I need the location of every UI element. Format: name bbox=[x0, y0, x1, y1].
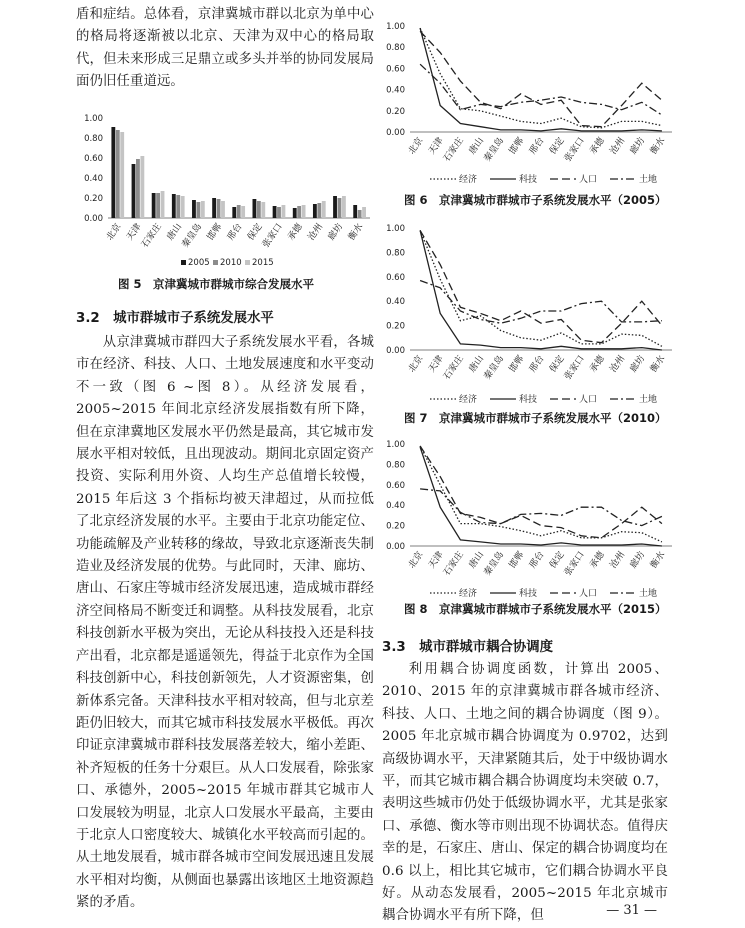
bar-2015 bbox=[161, 191, 165, 218]
legend-label-科技: 科技 bbox=[519, 589, 538, 599]
x-tick-label: 邢台 bbox=[225, 221, 245, 243]
figure-7-line-chart bbox=[382, 220, 672, 408]
bar-2010 bbox=[136, 159, 140, 218]
y-tick-label: 0.80 bbox=[84, 134, 103, 144]
bar-2005 bbox=[132, 164, 136, 218]
bar-2015 bbox=[120, 132, 124, 218]
figure-8-line-chart bbox=[382, 436, 672, 602]
bar-2010 bbox=[257, 201, 261, 218]
y-tick-label: 0.60 bbox=[386, 480, 405, 491]
x-tick-label: 唐山 bbox=[165, 221, 184, 243]
legend-label-人口: 人口 bbox=[579, 395, 598, 405]
y-tick-label: 0.20 bbox=[84, 194, 103, 204]
x-tick-label: 沧州 bbox=[306, 221, 326, 243]
legend-label-人口: 人口 bbox=[579, 175, 598, 185]
bar-2010 bbox=[297, 206, 301, 218]
x-tick-label: 承德 bbox=[286, 221, 305, 243]
bar-2010 bbox=[277, 207, 281, 218]
x-tick-label: 天津 bbox=[427, 549, 446, 571]
x-tick-label: 沧州 bbox=[608, 549, 628, 571]
figure-5-bar-chart bbox=[76, 110, 376, 280]
x-tick-label: 天津 bbox=[427, 353, 446, 375]
y-tick-label: 1.00 bbox=[386, 224, 405, 234]
x-tick-label: 北京 bbox=[407, 135, 426, 157]
x-tick-label: 衡水 bbox=[648, 353, 668, 375]
x-tick-label: 衡水 bbox=[346, 221, 366, 243]
x-tick-label: 廊坊 bbox=[326, 221, 346, 243]
y-tick-label: 0.20 bbox=[386, 521, 405, 532]
bar-2015 bbox=[140, 156, 144, 218]
legend-label-人口: 人口 bbox=[579, 589, 598, 599]
bar-2010 bbox=[196, 202, 200, 218]
legend-label-经济: 经济 bbox=[459, 589, 478, 599]
bar-2005 bbox=[172, 194, 176, 218]
x-tick-label: 秦皇岛 bbox=[482, 353, 507, 382]
y-tick-label: 0.20 bbox=[386, 321, 405, 332]
bar-2005 bbox=[111, 127, 115, 218]
series-line-科技 bbox=[420, 447, 662, 546]
x-tick-label: 承德 bbox=[588, 353, 607, 375]
x-tick-label: 邢台 bbox=[527, 549, 547, 571]
legend-label-土地: 土地 bbox=[639, 589, 658, 599]
x-tick-label: 邯郸 bbox=[507, 135, 527, 157]
legend-label-经济: 经济 bbox=[459, 175, 478, 185]
series-line-科技 bbox=[420, 28, 662, 131]
y-tick-label: 0.00 bbox=[386, 128, 405, 138]
x-tick-label: 秦皇岛 bbox=[482, 135, 507, 164]
section-3-2-title: 3.2 城市群城市子系统发展水平 bbox=[76, 311, 274, 326]
series-line-人口 bbox=[420, 446, 662, 538]
bar-2005 bbox=[273, 206, 277, 218]
bar-2015 bbox=[261, 202, 265, 218]
legend-label-经济: 经济 bbox=[459, 395, 478, 405]
figure-6-line-chart bbox=[382, 18, 672, 188]
x-tick-label: 北京 bbox=[407, 549, 426, 571]
bar-2010 bbox=[116, 130, 120, 218]
y-tick-label: 0.80 bbox=[386, 43, 405, 54]
y-tick-label: 1.00 bbox=[386, 440, 405, 450]
legend-label-2005: 2005 bbox=[188, 258, 210, 268]
bar-2010 bbox=[237, 205, 241, 218]
x-tick-label: 邯郸 bbox=[507, 549, 527, 571]
bar-2010 bbox=[217, 199, 221, 218]
x-tick-label: 北京 bbox=[105, 221, 124, 243]
x-tick-label: 天津 bbox=[427, 135, 446, 157]
bar-2005 bbox=[152, 193, 156, 218]
y-tick-label: 0.00 bbox=[386, 542, 405, 552]
x-tick-label: 廊坊 bbox=[628, 549, 648, 571]
paragraph-intro-end: 盾和症结。总体看，京津冀城市群以北京为单中心的格局将逐渐被以北京、天津为双中心的格局取代，但未来形成三足鼎立或多头并举的协同发展局面仍旧任重道远。 bbox=[76, 7, 374, 90]
x-tick-label: 张家口 bbox=[261, 221, 285, 250]
series-line-土地 bbox=[420, 281, 662, 324]
bar-2015 bbox=[322, 201, 326, 218]
legend-label-土地: 土地 bbox=[639, 395, 658, 405]
bar-2015 bbox=[181, 196, 185, 218]
x-tick-label: 石家庄 bbox=[442, 135, 466, 164]
bar-2005 bbox=[333, 196, 337, 218]
bar-2010 bbox=[338, 198, 342, 218]
figure-8-caption: 图 8 京津冀城市群城市子系统发展水平（2015） bbox=[404, 602, 667, 616]
series-line-经济 bbox=[420, 446, 662, 542]
series-line-经济 bbox=[420, 230, 662, 346]
bar-2015 bbox=[241, 206, 245, 218]
y-tick-label: 1.00 bbox=[386, 22, 405, 32]
legend-swatch-2015 bbox=[245, 260, 250, 265]
bar-2005 bbox=[293, 208, 297, 218]
page-number: — 31 — bbox=[606, 903, 657, 918]
legend-label-土地: 土地 bbox=[639, 175, 658, 185]
x-tick-label: 邢台 bbox=[527, 353, 547, 375]
legend-swatch-2005 bbox=[181, 260, 186, 265]
x-tick-label: 沧州 bbox=[608, 135, 628, 157]
figure-5-caption: 图 5 京津冀城市群城市综合发展水平 bbox=[118, 277, 315, 291]
figure-6-caption: 图 6 京津冀城市群城市子系统发展水平（2005） bbox=[404, 193, 667, 207]
y-tick-label: 0.20 bbox=[386, 106, 405, 117]
y-tick-label: 0.00 bbox=[386, 346, 405, 356]
x-tick-label: 保定 bbox=[548, 135, 567, 157]
x-tick-label: 张家口 bbox=[563, 353, 587, 382]
bar-2010 bbox=[156, 193, 160, 218]
x-tick-label: 邯郸 bbox=[507, 353, 527, 375]
series-line-科技 bbox=[420, 230, 662, 350]
x-tick-label: 张家口 bbox=[563, 549, 587, 578]
x-tick-label: 保定 bbox=[548, 549, 567, 571]
figure-7-caption: 图 7 京津冀城市群城市子系统发展水平（2010） bbox=[404, 411, 667, 425]
bar-2015 bbox=[362, 207, 366, 218]
x-tick-label: 石家庄 bbox=[140, 221, 164, 250]
bar-2005 bbox=[313, 204, 317, 218]
x-tick-label: 唐山 bbox=[467, 549, 486, 571]
x-tick-label: 承德 bbox=[588, 135, 607, 157]
bar-2005 bbox=[353, 205, 357, 218]
x-tick-label: 张家口 bbox=[563, 135, 587, 164]
x-tick-label: 邢台 bbox=[527, 135, 547, 157]
paragraph-section-3-3: 利用耦合协调度函数，计算出 2005、2010、2015 年的京津冀城市群各城市经济、科技、人口、土地之间的耦合协调度（图 9）。2005 年北京城市耦合协调度为 0.9702，达到高级协调水平，天津紧随其后，处于中级协调水平，而其它城市耦合耦合协调度均未突破 0.7，表明这些城市仍处于低级协调水平，尤其是张家口、承德、衡水等市则出现不协调状态。值得庆幸的是，石家庄、唐山、保定的耦合协调度均在 0.6 以上，相比其它城市，它们耦合协调水平良好。从动态发展看，2005~2015 年北京城市耦合协调水平有所下降，但 bbox=[382, 662, 668, 924]
y-tick-label: 0.40 bbox=[386, 297, 405, 308]
y-tick-label: 0.60 bbox=[84, 154, 103, 164]
bar-2015 bbox=[302, 205, 306, 218]
bar-2005 bbox=[253, 199, 257, 218]
series-line-土地 bbox=[420, 64, 662, 115]
bar-2010 bbox=[317, 203, 321, 218]
x-tick-label: 衡水 bbox=[648, 549, 668, 571]
x-tick-label: 秦皇岛 bbox=[180, 221, 205, 250]
bar-2015 bbox=[282, 205, 286, 218]
legend-label-科技: 科技 bbox=[519, 175, 538, 185]
bar-2005 bbox=[192, 200, 196, 218]
bar-2015 bbox=[342, 196, 346, 218]
x-tick-label: 保定 bbox=[548, 353, 567, 375]
series-line-人口 bbox=[420, 31, 662, 126]
x-tick-label: 石家庄 bbox=[442, 549, 466, 578]
x-tick-label: 廊坊 bbox=[628, 135, 648, 157]
bar-2010 bbox=[176, 195, 180, 218]
bar-2005 bbox=[232, 207, 236, 218]
x-tick-label: 承德 bbox=[588, 549, 607, 571]
bar-2010 bbox=[358, 210, 362, 218]
y-tick-label: 0.80 bbox=[386, 248, 405, 259]
series-line-经济 bbox=[420, 28, 662, 128]
legend-label-2015: 2015 bbox=[252, 258, 274, 268]
x-tick-label: 廊坊 bbox=[628, 353, 648, 375]
legend-label-科技: 科技 bbox=[519, 395, 538, 405]
y-tick-label: 0.80 bbox=[386, 460, 405, 471]
x-tick-label: 沧州 bbox=[608, 353, 628, 375]
y-tick-label: 0.40 bbox=[386, 85, 405, 96]
series-line-人口 bbox=[420, 230, 662, 342]
x-tick-label: 唐山 bbox=[467, 135, 486, 157]
y-tick-label: 1.00 bbox=[84, 114, 103, 124]
x-tick-label: 秦皇岛 bbox=[482, 549, 507, 578]
y-tick-label: 0.00 bbox=[84, 214, 103, 224]
y-tick-label: 0.60 bbox=[386, 64, 405, 75]
x-tick-label: 北京 bbox=[407, 353, 426, 375]
x-tick-label: 天津 bbox=[125, 221, 144, 243]
legend-swatch-2010 bbox=[213, 260, 218, 265]
x-tick-label: 衡水 bbox=[648, 135, 668, 157]
y-tick-label: 0.40 bbox=[84, 174, 103, 184]
bar-2015 bbox=[201, 201, 205, 218]
section-3-3-title: 3.3 城市群城市耦合协调度 bbox=[382, 640, 554, 655]
y-tick-label: 0.60 bbox=[386, 272, 405, 283]
bar-2005 bbox=[212, 198, 216, 218]
x-tick-label: 邯郸 bbox=[205, 221, 225, 243]
x-tick-label: 保定 bbox=[246, 221, 265, 243]
x-tick-label: 石家庄 bbox=[442, 353, 466, 382]
paragraph-section-3-2: 从京津冀城市群四大子系统发展水平看，各城市在经济、科技、人口、土地发展速度和水平变动不一致（图 6 ~图 8）。从经济发展看，2005~2015 年间北京经济发展指数有所下降，但在京津冀地区发展水平仍然是最高，其它城市发展水平相对较低，且出现波动。期间北京固定资产投资、实际利用外资、人均生产总值增长较慢，2015 年后这 3 个指标均被天津超过，从而拉低了北京经济发展的水平。主要由于北京功能定位、功能疏解及产业转移的缘故，导致北京逐渐丧失制造业及经济发展的优势。与此同时，天津、廊坊、唐山、石家庄等城市经济发展迅速，造成城市群经济空间格局不断变迁和调整。从科技发展看，北京科技创新水平极为突出，无论从科技投入还是科技产出看，北京都是遥遥领先，得益于北京作为全国科技创新中心，科技创新领先，人才资源密集，创新体系完备。天津科技水平相对较高，但与北京差距仍旧较大，而其它城市科技发展水平极低。再次印证京津冀城市群科技发展落差较大，缩小差距、补齐短板的任务十分艰巨。从人口发展看，除张家口、承德外，2005~2015 年城市群其它城市人口发展较为明显，北京人口发展水平最高，主要由于北京人口密度较大、城镇化水平较高而引起的。从土地发展看，城市群各城市空间发展迅速且发展水平相对均衡，从侧面也暴露出该地区土地资源趋紧的矛盾。 bbox=[76, 335, 374, 911]
x-tick-label: 唐山 bbox=[467, 353, 486, 375]
y-tick-label: 0.40 bbox=[386, 501, 405, 512]
legend-label-2010: 2010 bbox=[220, 258, 242, 268]
bar-2015 bbox=[221, 201, 225, 218]
